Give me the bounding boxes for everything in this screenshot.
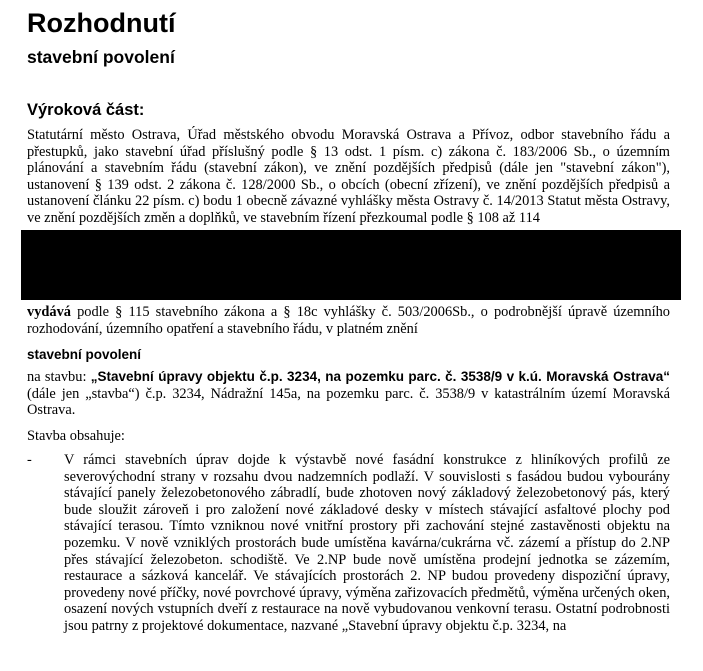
document-title: Rozhodnutí xyxy=(27,8,176,38)
building-name: „Stavební úpravy objektu č.p. 3234, na pozemku parc. č. 3538/9 v k.ú. Moravská Ostrava“ xyxy=(90,369,670,384)
document-subtitle: stavební povolení xyxy=(27,47,175,67)
issues-bold: vydává xyxy=(27,304,71,320)
intro-paragraph: Statutární město Ostrava, Úřad městského obvodu Moravská Ostrava a Přívoz, odbor stavebního řádu a přestupků, jako stavební úřad příslušný podle § 13 odst. 1 písm. c) zákona č. 183/2006 Sb., o územním plánování a stavebním řádu (stavební zákon), ve znění pozdějších předpisů (dále jen "stavební zákon"), ustanovení § 139 odst. 2 zákona č. 128/2000 Sb., o obcích (obecní zřízení), ve znění pozdějších předpisů a ustanovení článku 22 písm. c) bodu 1 obecně závazné vyhlášky města Ostravy č. 14/2013 Statut města Ostravy, ve znění pozdějších změn a doplňků, ve stavebním řízení přezkoumal podle § 108 až 114 xyxy=(27,127,670,226)
bullet-dash: - xyxy=(27,452,32,468)
building-paragraph xyxy=(27,369,670,419)
permit-label: stavební povolení xyxy=(27,347,142,362)
contains-label: Stavba obsahuje: xyxy=(27,428,125,444)
issues-paragraph xyxy=(27,304,670,337)
building-prefix: na stavbu: xyxy=(27,369,91,385)
building-rest: (dále jen „stavba“) č.p. 3234, Nádražní 145a, na pozemku parc. č. 3538/9 v katastrálním území Moravská Ostrava. xyxy=(27,385,670,419)
section-heading: Výroková část: xyxy=(27,101,145,119)
issues-text: podle § 115 stavebního zákona a § 18c vyhlášky č. 503/2006Sb., o podrobnější úpravě územního rozhodování, územního opatření a stavebního řádu, v platném znění xyxy=(27,304,670,337)
bullet-text: V rámci stavebních úprav dojde k výstavbě nové fasádní konstrukce z hliníkových profilů ze severovýchodní strany v rozsahu dvou nadzemních podlaží. V souvislosti s fasádou budou vybourány stávající panely železobetonového zábradlí, bude zhotoven nový základový železobetonový pás, který bude sloužit zároveň i pro založení nové základové desky v místech stávající asfaltové plochy pod stávající terasou. Tímto vzniknou nové vnitřní prostory při zachování stejné zastavěnosti objektu na pozemku. V nově vzniklých prostorách bude umístěna kavárna/cukrárna vč. zázemí a přístup do 2.NP přes stávající železobeton. schodiště. Ve 2.NP bude nově umístěna prodejní jednotka se zázemím, restaurace a sázková kancelář. Ve stávajících prostorách 2. NP budou provedeny dispoziční úpravy, provedeny nové příčky, nové povrchové úpravy, výměna zařizovacích předmětů, výměna určených oken, osazení nových vstupních dveří z restaurace na nově vybudovanou venkovní terasu. Ostatní podrobnosti jsou patrny z projektové dokumentace, nazvané „Stavební úpravy objektu č.p. 3234, na xyxy=(64,452,670,634)
redaction-block xyxy=(21,230,681,300)
